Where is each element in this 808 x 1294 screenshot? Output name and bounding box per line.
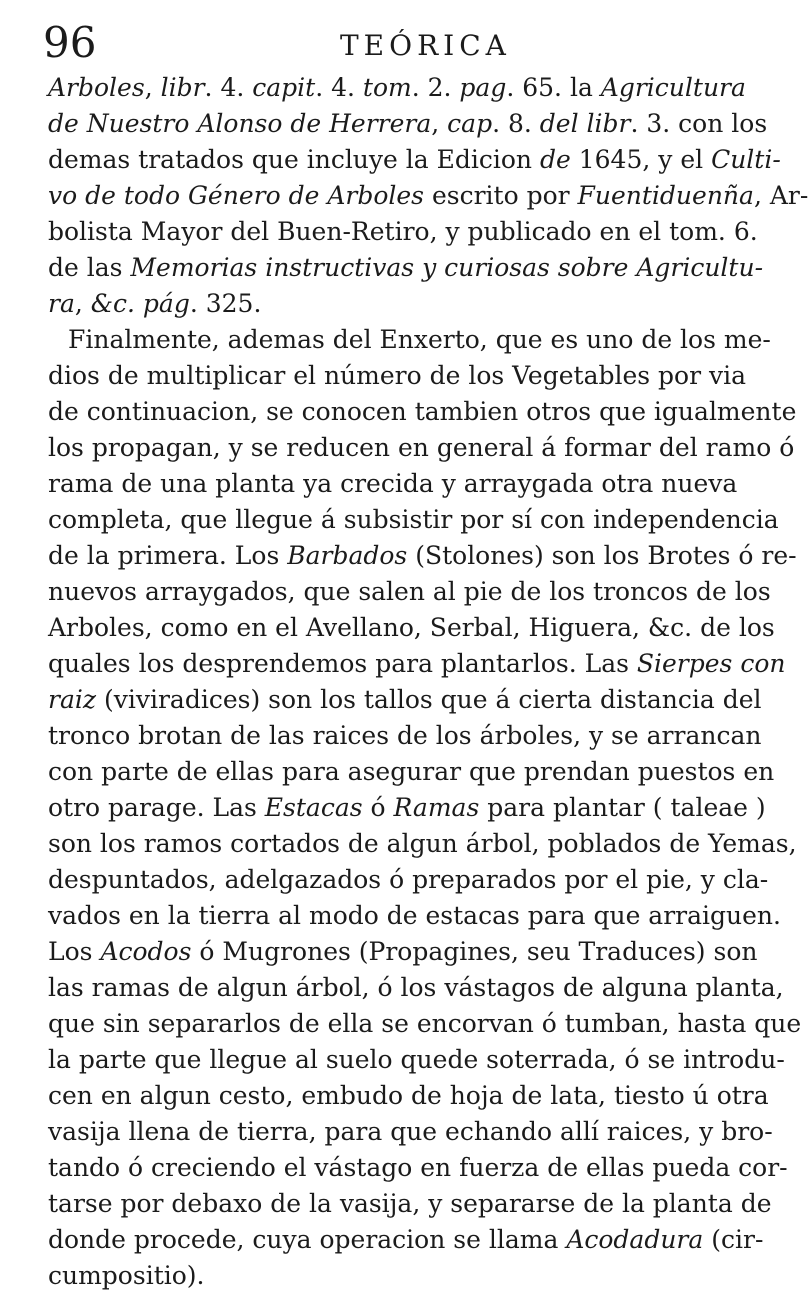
text-run: ó Mugrones (Propagines, seu Traduces) son: [191, 937, 758, 966]
text-line: [48, 1078, 769, 1114]
italic-text: Arboles: [48, 73, 145, 102]
text-run: de continuacion, se conocen tambien otros que igualmente: [48, 397, 797, 426]
text-run: cen en algun cesto, embudo de hoja de lata, tiesto ú otra: [48, 1081, 769, 1110]
text-run: la parte que llegue al suelo quede soterrada, ó se introdu-: [48, 1045, 785, 1074]
text-line: [48, 970, 784, 1006]
text-run: ó: [362, 793, 394, 822]
text-run: los propagan, y se reducen en general á formar del ramo ó: [48, 433, 795, 462]
italic-text: cap: [447, 109, 493, 138]
text-run: las ramas de algun árbol, ó los vástagos de alguna planta,: [48, 973, 784, 1002]
text-run: tronco brotan de las raices de los árboles, y se arrancan: [48, 721, 762, 750]
text-run: para plantar ( taleae ): [479, 793, 766, 822]
text-run: quales los desprendemos para plantarlos. Las: [48, 649, 637, 678]
text-line: [48, 106, 768, 142]
text-line: [48, 430, 795, 466]
text-line: [48, 358, 763, 394]
italic-text: Acodos: [100, 937, 192, 966]
text-line: [48, 1006, 802, 1042]
text-run: ,: [144, 73, 161, 102]
text-line: [48, 790, 766, 826]
text-run: con parte de ellas para asegurar que prendan puestos en: [48, 757, 775, 786]
italic-text: tom: [362, 73, 412, 102]
text-run: . 3. con los: [630, 109, 768, 138]
text-line: [48, 70, 763, 106]
text-run: tando ó creciendo el vástago en fuerza de ellas pueda cor-: [48, 1153, 788, 1182]
text-line: [48, 214, 763, 250]
text-line: [48, 538, 797, 574]
text-run: demas tratados que incluye la Edicion: [48, 145, 540, 174]
text-run: ,: [431, 109, 448, 138]
text-line: [48, 178, 808, 214]
text-run: donde procede, cuya operacion se llama: [48, 1225, 567, 1254]
text-line: [48, 574, 771, 610]
text-line: [48, 250, 763, 286]
text-run: . 2.: [411, 73, 460, 102]
text-line: [48, 142, 781, 178]
text-line: [48, 718, 763, 754]
text-line: [48, 754, 775, 790]
text-run: de la primera. Los: [48, 541, 288, 570]
text-run: . 65. la: [506, 73, 601, 102]
running-head: TEÓRICA: [340, 29, 511, 62]
text-run: (cir-: [703, 1225, 764, 1254]
text-line: [48, 1042, 785, 1078]
text-run: Arboles, como en el Avellano, Serbal, Higuera, &c. de los: [48, 613, 775, 642]
text-run: rama de una planta ya crecida y arraygada otra nueva: [48, 469, 738, 498]
text-line: [48, 1222, 763, 1258]
italic-text: de Nuestro Alonso de Herrera: [48, 109, 432, 138]
text-run: , Ar-: [753, 181, 808, 210]
text-line: [48, 466, 763, 502]
italic-text: de: [539, 145, 571, 174]
text-line: [48, 502, 779, 538]
italic-text: Barbados: [287, 541, 408, 570]
text-run: nuevos arraygados, que salen al pie de los troncos de los: [48, 577, 771, 606]
text-run: son los ramos cortados de algun árbol, poblados de Yemas,: [48, 829, 797, 858]
text-line: [48, 862, 769, 898]
italic-text: del libr: [539, 109, 631, 138]
text-run: dios de multiplicar el número de los Vegetables por via: [48, 361, 747, 390]
italic-text: libr: [160, 73, 205, 102]
italic-text: Sierpes con: [636, 649, 786, 678]
page-header: [0, 18, 801, 68]
text-run: . 4.: [315, 73, 363, 102]
text-run: escrito por: [424, 181, 578, 210]
text-line: [48, 682, 763, 718]
text-line: [48, 286, 763, 322]
italic-text: Ramas: [393, 793, 480, 822]
italic-text: Culti-: [711, 145, 781, 174]
italic-text: Estacas: [264, 793, 363, 822]
text-run: otro parage. Las: [48, 793, 265, 822]
text-line: [48, 934, 763, 970]
text-run: Finalmente, ademas del Enxerto, que es uno de los me-: [68, 325, 771, 354]
italic-text: raiz: [48, 685, 97, 714]
italic-text: ra: [48, 289, 75, 318]
text-run: vados en la tierra al modo de estacas para que arraiguen.: [48, 901, 781, 930]
text-line: [48, 1150, 788, 1186]
text-run: tarse por debaxo de la vasija, y separarse de la planta de: [48, 1189, 772, 1218]
body-text: [48, 70, 808, 1294]
text-run: (viviradices) son los tallos que á cierta distancia del: [96, 685, 762, 714]
text-run: que sin separarlos de ella se encorvan ó tumban, hasta que: [48, 1009, 802, 1038]
text-line: [48, 1258, 763, 1294]
text-run: bolista Mayor del Buen-Retiro, y publicado en el tom. 6.: [48, 217, 758, 246]
italic-text: Agricultura: [600, 73, 746, 102]
text-line: [48, 898, 781, 934]
italic-text: Memorias instructivas y curiosas sobre Agricultu-: [130, 253, 764, 282]
italic-text: pag: [459, 73, 507, 102]
text-line: [48, 646, 786, 682]
text-run: cumpositio).: [48, 1261, 205, 1290]
italic-text: Acodadura: [566, 1225, 704, 1254]
page-number: 96: [43, 18, 97, 67]
text-run: ,: [74, 289, 91, 318]
text-run: vasija llena de tierra, para que echando allí raices, y bro-: [48, 1117, 773, 1146]
text-line: [48, 610, 775, 646]
text-line: [48, 1186, 772, 1222]
italic-text: vo de todo Género de Arboles: [48, 181, 425, 210]
text-line: [48, 394, 797, 430]
text-run: 1645, y el: [570, 145, 712, 174]
text-run: . 325.: [189, 289, 262, 318]
text-line: [48, 1114, 773, 1150]
text-run: . 4.: [204, 73, 253, 102]
text-line: [48, 322, 771, 358]
text-run: (Stolones) son los Brotes ó re-: [407, 541, 797, 570]
italic-text: Fuentiduenña: [577, 181, 754, 210]
text-line: [48, 826, 797, 862]
text-run: . 8.: [492, 109, 540, 138]
italic-text: capit: [252, 73, 316, 102]
italic-text: &c. pág: [90, 289, 190, 318]
text-run: Los: [48, 937, 101, 966]
text-run: despuntados, adelgazados ó preparados por el pie, y cla-: [48, 865, 769, 894]
text-run: completa, que llegue á subsistir por sí con independencia: [48, 505, 779, 534]
text-run: de las: [48, 253, 131, 282]
